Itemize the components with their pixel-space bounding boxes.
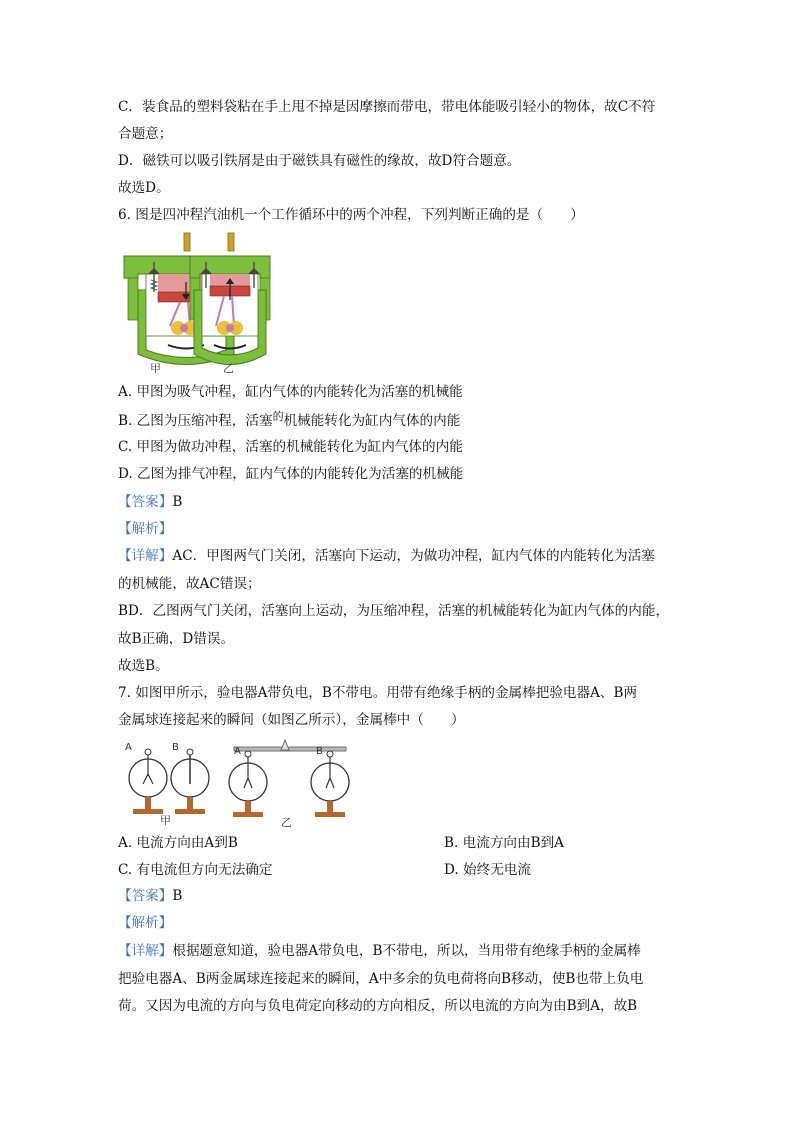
q7-option-b: B. 电流方向由B到A [444, 835, 565, 851]
q6-option-b-rest: 机械能转化为缸内气体的内能 [283, 413, 461, 429]
electroscope-jia-label: 甲 [160, 814, 171, 827]
electroscope-yi-a [229, 751, 267, 817]
q6-detail-tag: 【详解】 [118, 548, 173, 564]
electroscope-label-jia-b: B [172, 742, 179, 753]
q7-detail-line3: 荷。又因为电流的方向与负电荷定向移动的方向相反，所以电流的方向为由B到A，故B [118, 998, 638, 1014]
electroscope-yi-b [311, 751, 349, 817]
q6-conclusion: 故选B。 [118, 658, 169, 674]
metal-rod [234, 740, 346, 751]
electroscope-label-jia-a: A [125, 742, 132, 753]
q5-option-c-line1: C．装食品的塑料袋粘在手上甩不掉是因摩擦而带电，带电体能吸引轻小的物体，故C不符 [118, 99, 656, 115]
q7-analysis [118, 914, 172, 932]
q7-stem-line2: 金属球连接起来的瞬间（如图乙所示），金属棒中（ ） [118, 712, 465, 728]
q6-option-b [118, 412, 460, 431]
electroscope-jia-a [129, 749, 167, 814]
q7-answer-value: B [172, 888, 183, 904]
q5-option-d: D．磁铁可以吸引铁屑是由于磁铁具有磁性的缘故，故D符合题意。 [118, 153, 521, 169]
q6-answer-tag: 【答案】 [118, 494, 173, 510]
engine-yi-label: 乙 [223, 362, 234, 375]
q6-option-a: A. 甲图为吸气冲程，缸内气体的内能转化为活塞的机械能 [118, 384, 463, 400]
spark-plug-icon [228, 233, 234, 251]
q6-detail-text1: AC．甲图两气门关闭，活塞向下运动，为做功冲程，缸内气体的内能转化为活塞 [172, 548, 655, 564]
engine-yi [190, 233, 270, 365]
electroscope-label-yi-a: A [234, 746, 241, 757]
electroscope-label-yi-b: B [316, 746, 323, 757]
q7-option-d: D. 始终无电流 [444, 862, 532, 878]
q7-detail-text1: 根据题意知道，验电器A带负电，B不带电，所以，当用带有绝缘手柄的金属棒 [172, 943, 641, 959]
q7-analysis-tag: 【解析】 [118, 915, 173, 931]
q6-detail-line4: 故B正确，D错误。 [118, 631, 235, 647]
q7-detail-line1 [118, 942, 641, 960]
q7-answer [118, 887, 182, 905]
q6-option-d: D. 乙图为排气冲程，缸内气体的内能转化为活塞的机械能 [118, 466, 464, 482]
q7-stem-line1: 7. 如图甲所示，验电器A带负电，B不带电。用带有绝缘手柄的金属棒把验电器A、B两 [118, 685, 638, 701]
q6-analysis-tag: 【解析】 [118, 521, 173, 537]
q6-detail-line1 [118, 547, 655, 565]
q7-option-a: A. 电流方向由A到B [118, 835, 238, 851]
q6-detail-line2: 的机械能，故AC错误； [118, 576, 261, 592]
q7-answer-tag: 【答案】 [118, 888, 173, 904]
electroscope-jia-b [171, 749, 209, 814]
q6-stem: 6. 图是四冲程汽油机一个工作循环中的两个冲程，下列判断正确的是（ ） [118, 207, 584, 223]
electroscope-yi-label: 乙 [281, 816, 292, 829]
q7-option-c: C. 有电流但方向无法确定 [118, 862, 273, 878]
q6-option-b-sup: 的 [272, 410, 284, 423]
q5-conclusion: 故选D。 [118, 180, 170, 196]
q6-answer [118, 493, 182, 511]
q7-detail-tag: 【详解】 [118, 943, 173, 959]
q6-analysis [118, 520, 172, 538]
q6-detail-line3: BD．乙图两气门关闭，活塞向上运动，为压缩冲程，活塞的机械能转化为缸内气体的内能， [118, 603, 670, 619]
engine-jia-label: 甲 [150, 362, 161, 375]
q6-answer-value: B [172, 494, 183, 510]
q5-option-c-line2: 合题意； [118, 126, 173, 142]
q6-option-b-start: B. 乙图为压缩冲程，活塞 [118, 413, 273, 429]
q6-option-c: C. 甲图为做功冲程，活塞的机械能转化为缸内气体的内能 [118, 439, 463, 455]
engine-strokes-figure-yi [188, 230, 278, 375]
q7-detail-line2: 把验电器A、B两金属球连接起来的瞬间，A中多余的负电荷将向B移动，使B也带上负电 [118, 971, 644, 987]
